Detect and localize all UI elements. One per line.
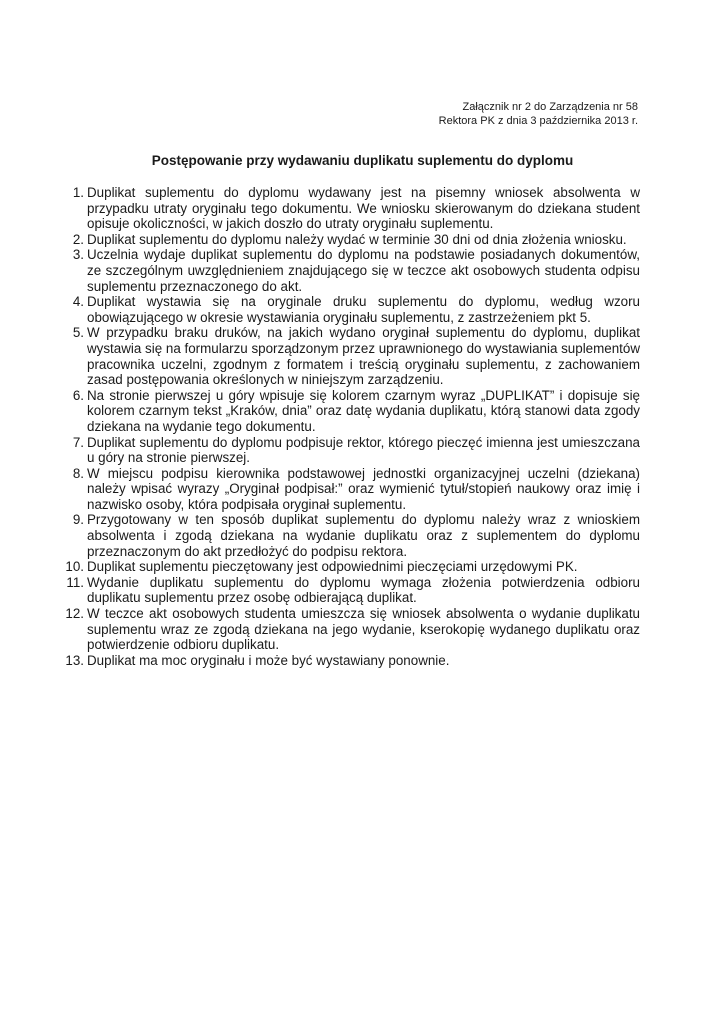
list-item-number: 10.: [65, 559, 84, 575]
attachment-header: [439, 100, 638, 128]
list-item-number: 6.: [72, 387, 84, 403]
list-item: [60, 575, 640, 606]
list-item: [60, 185, 640, 232]
list-item-number: 1.: [72, 185, 84, 200]
list-item-text: Wydanie duplikatu suplementu do dyplomu wymaga złożenia potwierdzenia odbioru duplikatu suplementu przez osobę odbierającą duplikat.: [87, 574, 640, 606]
list-item-number: 5.: [72, 325, 84, 341]
list-item: [60, 559, 640, 575]
document-title: Postępowanie przy wydawaniu duplikatu suplementu do dyplomu: [151, 153, 574, 168]
list-item-text: Przygotowany w ten sposób duplikat suplementu do dyplomu należy wraz z wnioskiem absolwenta i zgodą dziekana na wydanie duplikatu oraz z suplementem do dyplomu przeznaczonym do akt przedłożyć do podpisu rektora.: [87, 512, 640, 559]
list-item-number: 7.: [72, 434, 84, 450]
list-item-number: 8.: [72, 465, 84, 481]
list-item: [60, 388, 640, 435]
list-item-text: Duplikat suplementu do dyplomu podpisuje rektor, którego pieczęć imienna jest umieszczana u góry na stronie pierwszej.: [87, 434, 640, 466]
attachment-header-line-2: Rektora PK z dnia 3 października 2013 r.: [438, 115, 638, 127]
list-item-number: 2.: [72, 231, 84, 247]
list-item: [60, 232, 640, 248]
attachment-header-line-1: Załącznik nr 2 do Zarządzenia nr 58: [462, 101, 638, 113]
list-item: [60, 606, 640, 653]
list-item-text: Uczelnia wydaje duplikat suplementu do dyplomu na podstawie posiadanych dokumentów, ze szczególnym uwzględnieniem znajdującego się w teczce akt osobowych studenta odpisu suplementu przeznaczonego do akt.: [87, 247, 640, 294]
list-item-text: Duplikat suplementu pieczętowany jest odpowiednimi pieczęciami urzędowymi PK.: [87, 559, 578, 575]
list-item-text: Duplikat suplementu do dyplomu wydawany jest na pisemny wniosek absolwenta w przypadku utraty oryginału tego dokumentu. We wniosku skierowanym do dziekana student opisuje okoliczności, w jakich doszło do utraty oryginału suplementu.: [87, 185, 640, 232]
list-item: [60, 247, 640, 294]
list-item-number: 3.: [72, 247, 84, 263]
list-item: [60, 653, 640, 669]
list-item-text: Duplikat suplementu do dyplomu należy wydać w terminie 30 dni od dnia złożenia wniosku.: [87, 231, 627, 247]
list-item-number: 12.: [65, 606, 84, 622]
list-item-text: W teczce akt osobowych studenta umieszcza się wniosek absolwenta o wydanie duplikatu suplementu wraz ze zgodą dziekana na jego wydanie, kserokopię wydanego duplikatu oraz potwierdzenie odbioru duplikatu.: [87, 606, 640, 653]
procedure-list: [60, 185, 640, 668]
list-item: [60, 294, 640, 325]
list-item-text: Duplikat wystawia się na oryginale druku suplementu do dyplomu, według wzoru obowiązującego w okresie wystawiania oryginału suplementu, z zastrzeżeniem pkt 5.: [87, 294, 640, 325]
list-item: [60, 435, 640, 466]
list-item-number: 9.: [72, 512, 84, 528]
list-item: [60, 466, 640, 513]
list-item-text: Na stronie pierwszej u góry wpisuje się kolorem czarnym wyraz „DUPLIKAT” i dopisuje się kolorem czarnym tekst „Kraków, dnia” oraz datę wydania duplikatu, którą stanowi data zgody dziekana na wydanie tego dokumentu.: [87, 387, 640, 434]
list-item-number: 4.: [72, 294, 84, 310]
list-item-text: Duplikat ma moc oryginału i może być wystawiany ponownie.: [87, 652, 450, 668]
list-item-number: 11.: [66, 574, 84, 590]
list-item: [60, 512, 640, 559]
list-item-number: 13.: [65, 652, 84, 668]
list-item: [60, 325, 640, 387]
list-item-text: W przypadku braku druków, na jakich wydano oryginał suplementu do dyplomu, duplikat wystawia się na formularzu sporządzonym przez uprawnionego do wystawiania suplementów pracownika uczelni, zgodnym z formatem i treścią oryginału suplementu, z zachowaniem zasad postępowania określonych w niniejszym zarządzeniu.: [87, 325, 641, 388]
list-item-text: W miejscu podpisu kierownika podstawowej jednostki organizacyjnej uczelni (dziekana) należy wpisać wyrazy „Oryginał podpisał:” oraz wymienić tytuł/stopień naukowy oraz imię i nazwisko osoby, która podpisała oryginał suplementu.: [87, 465, 640, 512]
